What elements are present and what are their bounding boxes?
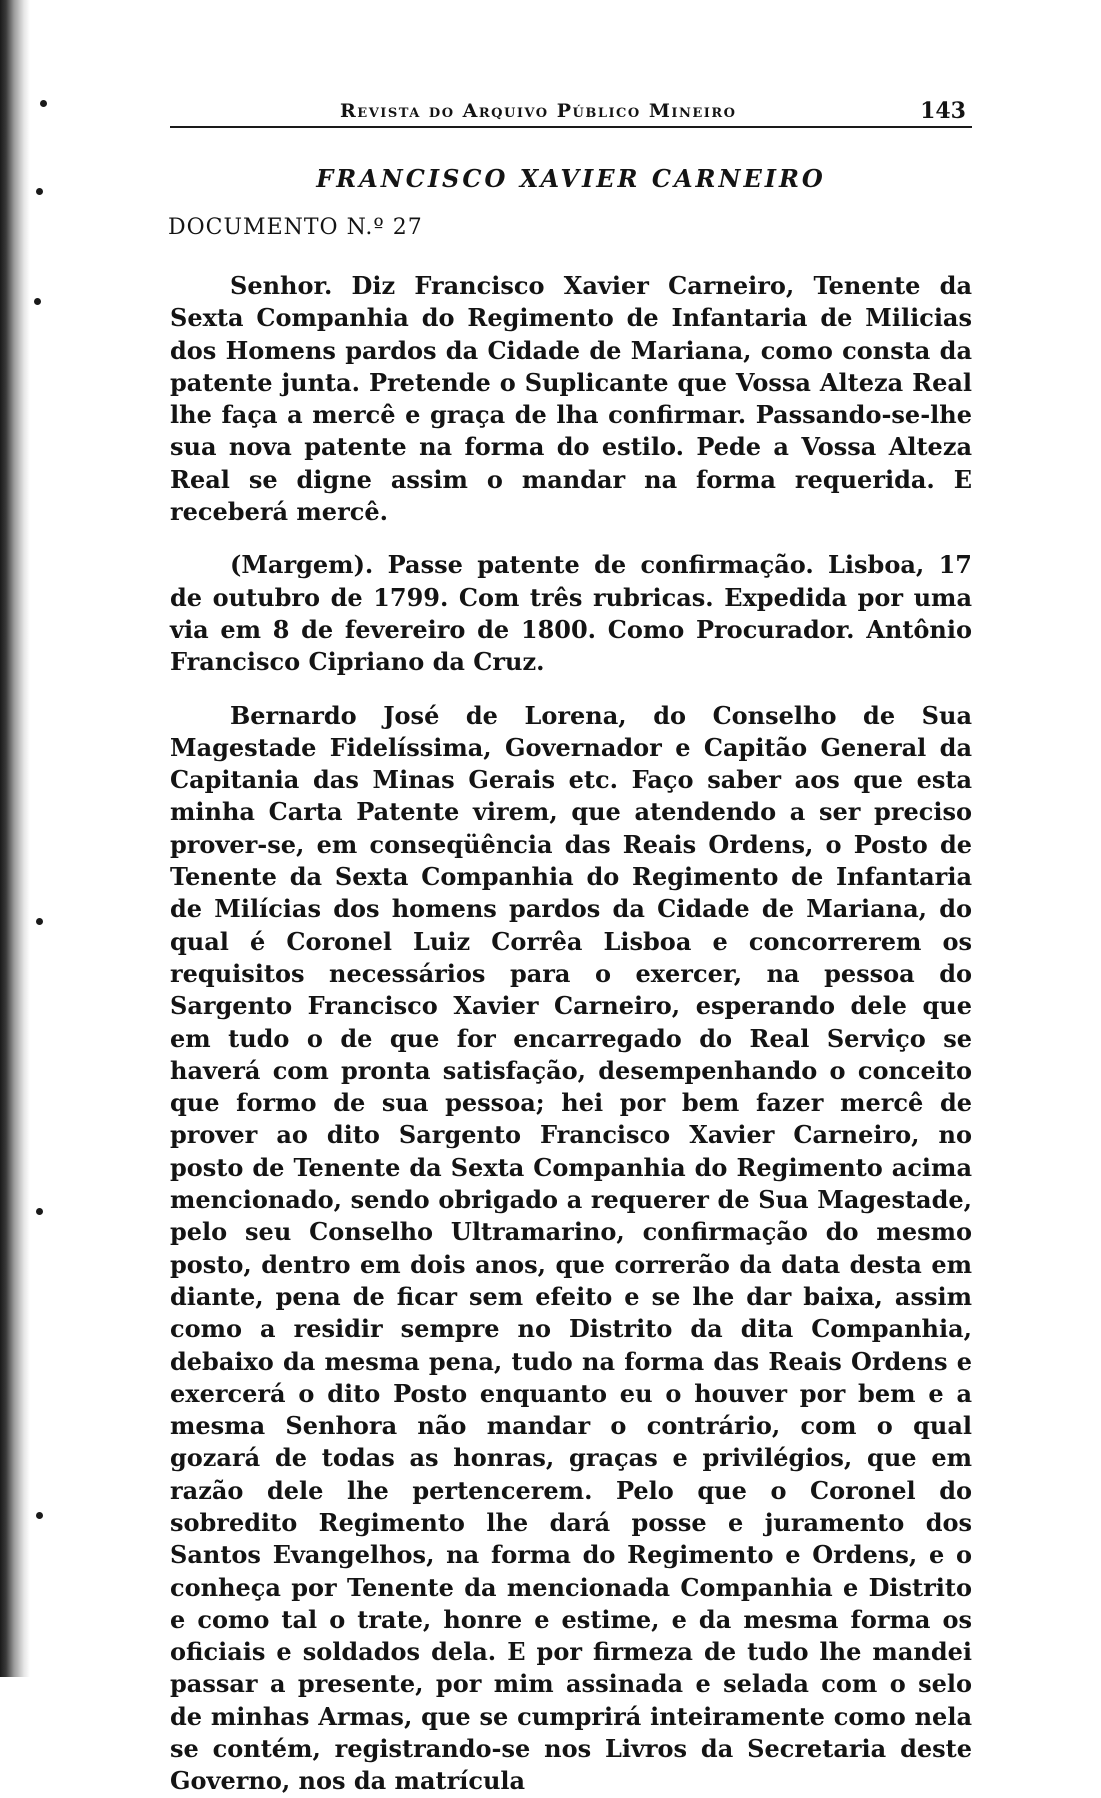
- document-number: DOCUMENTO N.º 27: [168, 215, 423, 240]
- edge-mark: [36, 918, 43, 925]
- edge-mark: [40, 100, 47, 107]
- paragraph-patent-letter: Bernardo José de Lorena, do Conselho de Sua Magestade Fidelíssima, Governador e Capitão General da Capitania das Minas Gerais etc. Faço saber aos que esta minha Carta Patente virem, que atendendo a ser preciso prover-se, em conseqüência das Reais Ordens, o Posto de Tenente da Sexta Companhia do Regimento de Infantaria de Milícias dos homens pardos da Cidade de Mariana, do qual é Coronel Luiz Corrêa Lisboa e concorrerem os requisitos necessários para o exercer, na pessoa do Sargento Francisco Xavier Carneiro, esperando dele que em tudo o de que for encarregado do Real Serviço se haverá com pronta satisfação, desempenhando o conceito que formo de sua pessoa; hei por bem fazer mercê de prover ao dito Sargento Francisco Xavier Carneiro, no posto de Tenente da Sexta Companhia do Regimento acima mencionado, sendo obrigado a requerer de Sua Magestade, pelo seu Conselho Ultramarino, confirmação do mesmo posto, dentro em dois anos, que correrão da data desta em diante, pena de ficar sem efeito e se lhe dar baixa, assim como a residir sempre no Distrito da dita Companhia, debaixo da mesma pena, tudo na forma das Reais Ordens e exercerá o dito Posto enquanto eu o houver por bem e a mesma Senhora não mandar o contrário, com o qual gozará de todas as honras, graças e privilégios, que em razão dele lhe pertencerem. Pelo que o Coronel do sobredito Regimento lhe dará posse e juramento dos Santos Evangelhos, na forma do Regimento e Ordens, e o conheça por Tenente da mencionada Companhia e Distrito e como tal o trate, honre e estime, e da mesma forma os oficiais e soldados dela. E por firmeza de tudo lhe mandei passar a presente, por mim assinada e selada com o selo de minhas Armas, que se cumprirá inteiramente como nela se contém, registrando-se nos Livros da Secretaria deste Governo, nos da matrícula: [170, 700, 972, 1796]
- page-binding-edge: [0, 0, 30, 1677]
- paragraph-margin-note: (Margem). Passe patente de confirmação. Lisboa, 17 de outubro de 1799. Com três rubricas. Expedida por uma via em 8 de fevereiro de 1800. Como Procurador. Antônio Francisco Cipriano da Cruz.: [170, 550, 972, 677]
- paragraph-petition: Senhor. Diz Francisco Xavier Carneiro, Tenente da Sexta Companhia do Regimento de Infantaria de Milicias dos Homens pardos da Cidade de Mariana, como consta da patente junta. Pretende o Suplicante que Vossa Alteza Real lhe faça a mercê e graça de lha confirmar. Passando-se-lhe sua nova patente na forma do estilo. Pede a Vossa Alteza Real se digne assim o mandar na forma requerida. E receberá mercê.: [170, 271, 972, 527]
- page-number: 143: [920, 98, 966, 124]
- journal-title: Revista do Arquivo Público Mineiro: [340, 100, 737, 122]
- edge-mark: [36, 188, 43, 195]
- document-body: [170, 270, 972, 1798]
- running-header: [170, 86, 972, 128]
- edge-mark: [36, 1208, 43, 1215]
- edge-mark: [34, 298, 41, 305]
- document-heading: FRANCISCO XAVIER CARNEIRO: [316, 164, 826, 193]
- edge-mark: [36, 1512, 43, 1519]
- document-page: [170, 86, 972, 1798]
